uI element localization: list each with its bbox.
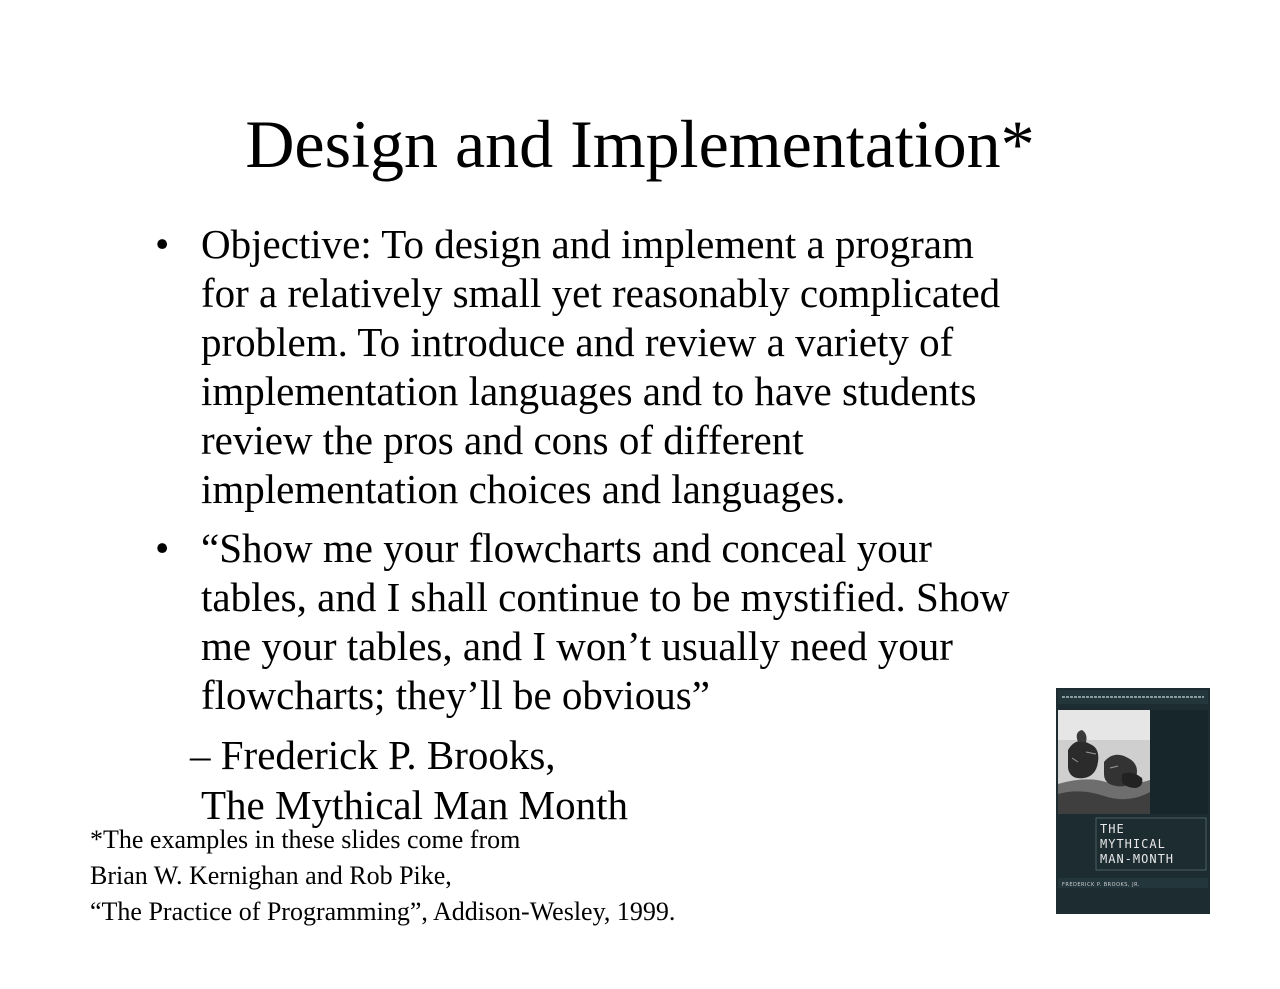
bullet-text-line: problem. To introduce and review a variety of	[201, 319, 954, 365]
book-cover-illustration	[1056, 688, 1210, 914]
bullet-text-line: me your tables, and I won’t usually need your	[201, 623, 953, 669]
bullet-objective	[155, 220, 1115, 514]
book-cover-title	[1100, 822, 1174, 867]
bullet-marker: •	[155, 525, 170, 571]
book-cover-image	[1056, 688, 1210, 914]
bullet-text-line: for a relatively small yet reasonably complicated	[201, 270, 1001, 316]
footnote-line: *The examples in these slides come from	[90, 825, 521, 854]
attribution-author: – Frederick P. Brooks,	[190, 732, 556, 778]
book-cover-title-line: MAN-MONTH	[1100, 852, 1175, 866]
slide-title: Design and Implementation*	[245, 106, 1035, 182]
bullet-text-line: review the pros and cons of different	[201, 417, 804, 463]
book-cover-title-line: MYTHICAL	[1100, 837, 1166, 851]
bullet-text-line: flowcharts; they’ll be obvious”	[201, 672, 710, 718]
quote-attribution	[190, 730, 628, 830]
bullet-quote	[155, 524, 1115, 720]
book-cover-author: FREDERICK P. BROOKS, JR.	[1062, 882, 1141, 888]
bullet-text-line: implementation languages and to have students	[201, 368, 977, 414]
attribution-work: The Mythical Man Month	[201, 782, 629, 828]
bullet-text-line: implementation choices and languages.	[201, 466, 846, 512]
bullet-text-line: Objective: To design and implement a program	[201, 221, 974, 267]
bullet-text-line: “Show me your flowcharts and conceal your	[201, 525, 932, 571]
footnote-line: Brian W. Kernighan and Rob Pike,	[90, 861, 452, 890]
bullet-text-line: tables, and I shall continue to be mystified. Show	[201, 574, 1010, 620]
footnote-line: “The Practice of Programming”, Addison-Wesley, 1999.	[90, 897, 676, 926]
book-cover-title-line: THE	[1100, 822, 1125, 836]
bullet-list	[155, 220, 1115, 730]
bullet-marker: •	[155, 221, 170, 267]
footnote	[90, 822, 675, 930]
